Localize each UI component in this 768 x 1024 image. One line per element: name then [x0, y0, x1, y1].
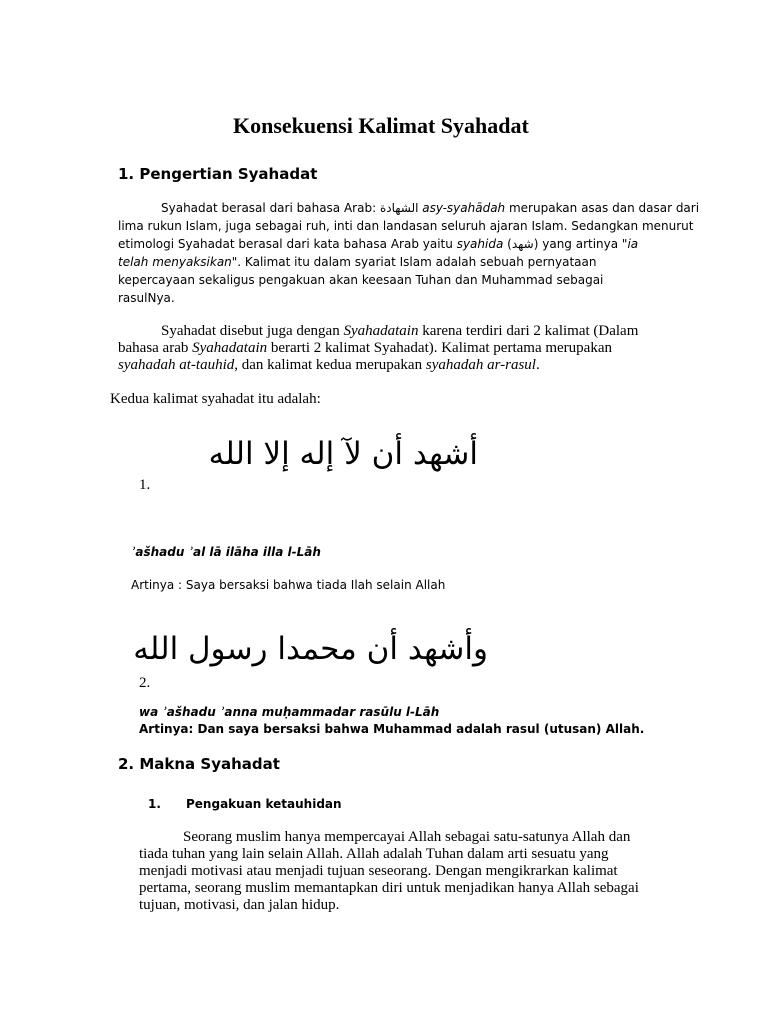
text: etimologi Syahadat berasal dari kata bahasa Arab yaitu: [118, 237, 453, 251]
section-heading-makna: 2. Makna Syahadat: [118, 755, 280, 773]
kalimat2-number: 2.: [139, 675, 151, 691]
text: Syahadat disebut juga dengan: [161, 323, 340, 339]
kalimat2-meaning: Artinya: Dan saya bersaksi bahwa Muhammad adalah rasul (utusan) Allah.: [139, 722, 645, 736]
arabic-word: الشهادة: [379, 201, 419, 215]
arabic-word: (شهد): [507, 237, 539, 251]
page-title: Konsekuensi Kalimat Syahadat: [233, 113, 529, 138]
text: merupakan asas dan dasar dari: [508, 201, 700, 215]
text-italic: ia: [627, 237, 639, 251]
sub1-number: 1.: [148, 797, 161, 811]
kalimat1-transliteration: ʾašhadu ʾal lā ilāha illa l-Lāh: [131, 545, 321, 559]
text-italic: syahadah ar-rasul: [425, 357, 536, 373]
arabic-kalimat-2: وأشهد أن محمدا رسول الله: [133, 631, 488, 667]
kalimat2-transliteration: wa ʾašhadu ʾanna muḥammadar rasūlu l-Lāh: [139, 705, 440, 719]
para1-line6: rasulNya.: [118, 291, 175, 305]
para1-line2: lima rukun Islam, juga sebagai ruh, inti dan landasan seluruh ajaran Islam. Sedangkan menurut: [118, 219, 694, 233]
text-italic: Syahadatain: [192, 340, 268, 356]
para2-line3: [118, 356, 540, 374]
text-italic: syahadah at-tauhid: [118, 357, 235, 373]
text: . Kalimat itu dalam syariat Islam adalah sebuah pernyataan: [237, 255, 597, 269]
section-heading-pengertian: 1. Pengertian Syahadat: [118, 165, 318, 183]
para2-line1: [161, 322, 638, 340]
para1-line1: [161, 199, 699, 217]
para3-line5: tujuan, motivasi, dan jalan hidup.: [139, 897, 340, 913]
text: yang artinya ": [542, 237, 628, 251]
sub1-label: Pengakuan ketauhidan: [186, 797, 342, 811]
para3-line2: tiada tuhan yang lain selain Allah. Allah adalah Tuhan dalam arti sesuatu yang: [139, 846, 609, 862]
para1-line4: [118, 253, 596, 271]
text-italic: Syahadatain: [343, 323, 419, 339]
kalimat1-number: 1.: [139, 477, 151, 493]
kalimat1-meaning: Artinya : Saya bersaksi bahwa tiada Ilah selain Allah: [131, 578, 446, 592]
text: bahasa arab: [118, 340, 189, 356]
text: karena terdiri dari 2 kalimat (Dalam: [422, 323, 639, 339]
text: berarti 2 kalimat Syahadat). Kalimat pertama merupakan: [270, 340, 612, 356]
para1-line3: [118, 235, 638, 253]
text: Syahadat berasal dari bahasa Arab:: [161, 201, 377, 215]
text-italic: asy-syahādah: [422, 201, 506, 215]
text: , dan kalimat kedua merupakan: [234, 357, 423, 373]
para2-line2: [118, 339, 612, 357]
para3-line4: pertama, seorang muslim memantapkan diri untuk menjadikan hanya Allah sebagai: [139, 880, 639, 896]
arabic-kalimat-1: أشهد أن لآ إله إلا الله: [208, 436, 478, 472]
para3-line1: Seorang muslim hanya mempercayai Allah sebagai satu-satunya Allah dan: [183, 829, 631, 845]
text-italic: syahida: [456, 237, 504, 251]
kalimat-intro: Kedua kalimat syahadat itu adalah:: [110, 391, 321, 407]
para1-line5: kepercayaan sekaligus pengakuan akan keesaan Tuhan dan Muhammad sebagai: [118, 273, 604, 287]
text: .: [535, 357, 540, 373]
text-italic: telah menyaksikan": [118, 255, 238, 269]
para3-line3: menjadi motivasi atau menjadi tujuan seseorang. Dengan mengikrarkan kalimat: [139, 863, 618, 879]
